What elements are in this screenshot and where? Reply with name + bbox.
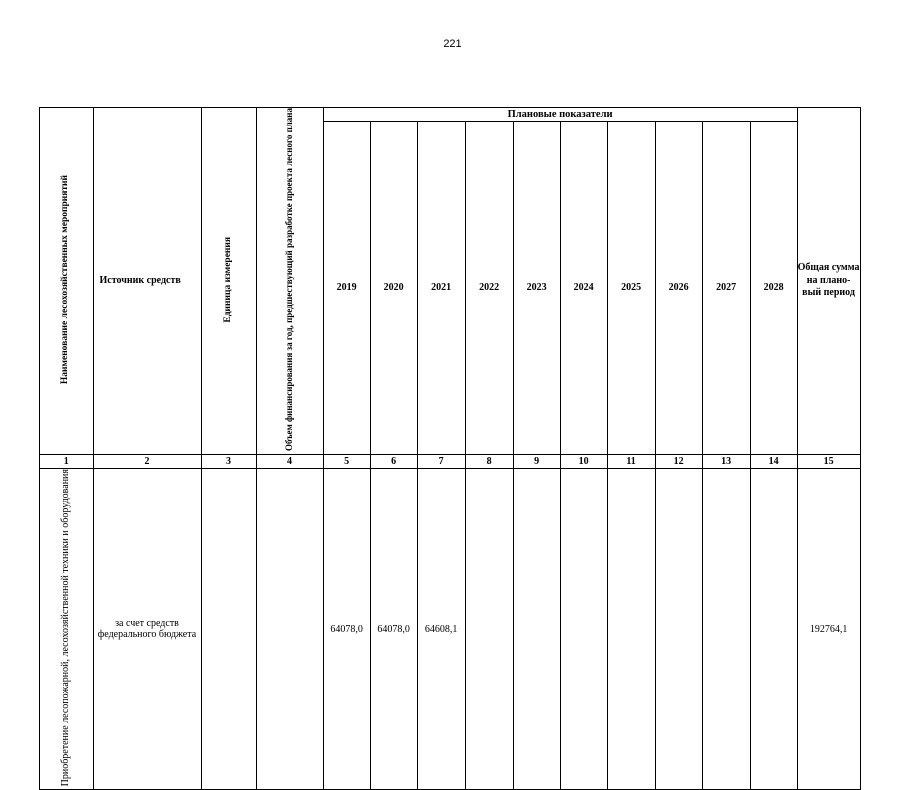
column-number: 14 <box>750 454 797 468</box>
source-cell: за счет средств федерального бюджета <box>93 468 201 789</box>
header-prev-year <box>256 108 323 455</box>
column-number: 6 <box>370 454 417 468</box>
activity-cell <box>40 468 94 789</box>
column-number: 9 <box>513 454 560 468</box>
year-header: 2023 <box>513 122 560 455</box>
header-prev-year-label: Объем финансирования за год, предшествующий разработке проекта лесного плана <box>283 108 294 451</box>
value-cell: 64078,0 <box>323 468 370 789</box>
year-header: 2020 <box>370 122 417 455</box>
column-number: 15 <box>797 454 860 468</box>
column-number: 4 <box>256 454 323 468</box>
value-cell: 64078,0 <box>370 468 417 789</box>
forest-plan-table <box>39 107 861 790</box>
column-number: 2 <box>93 454 201 468</box>
header-planned: Плановые показатели <box>323 108 797 122</box>
year-header: 2021 <box>417 122 465 455</box>
column-number: 8 <box>465 454 513 468</box>
year-header: 2028 <box>750 122 797 455</box>
value-cell <box>513 468 560 789</box>
total-cell: 192764,1 <box>797 468 860 789</box>
header-source: Источник средств <box>93 108 201 455</box>
column-number: 10 <box>560 454 607 468</box>
value-cell <box>702 468 750 789</box>
year-header: 2022 <box>465 122 513 455</box>
header-activity <box>40 108 94 455</box>
header-activity-label: Наименование лесохозяйственных мероприятий <box>60 174 71 385</box>
activity-label: Приобретение лесопожарной, лесохозяйственной техники и оборудования <box>60 468 71 787</box>
header-total: Общая сумма на плано-вый период <box>797 108 860 455</box>
year-header: 2026 <box>655 122 702 455</box>
table-row <box>40 468 861 789</box>
header-unit <box>201 108 256 455</box>
column-number: 11 <box>607 454 655 468</box>
column-number: 3 <box>201 454 256 468</box>
header-unit-label: Единица измерения <box>222 236 233 323</box>
year-header: 2027 <box>702 122 750 455</box>
column-number: 7 <box>417 454 465 468</box>
value-cell <box>655 468 702 789</box>
column-number: 5 <box>323 454 370 468</box>
year-header: 2019 <box>323 122 370 455</box>
year-header: 2024 <box>560 122 607 455</box>
value-cell <box>607 468 655 789</box>
column-number: 1 <box>40 454 94 468</box>
unit-cell <box>201 468 256 789</box>
column-number: 13 <box>702 454 750 468</box>
prev-year-cell <box>256 468 323 789</box>
value-cell: 64608,1 <box>417 468 465 789</box>
page-number: 221 <box>443 38 462 50</box>
year-header: 2025 <box>607 122 655 455</box>
value-cell <box>750 468 797 789</box>
value-cell <box>560 468 607 789</box>
value-cell <box>465 468 513 789</box>
column-number: 12 <box>655 454 702 468</box>
